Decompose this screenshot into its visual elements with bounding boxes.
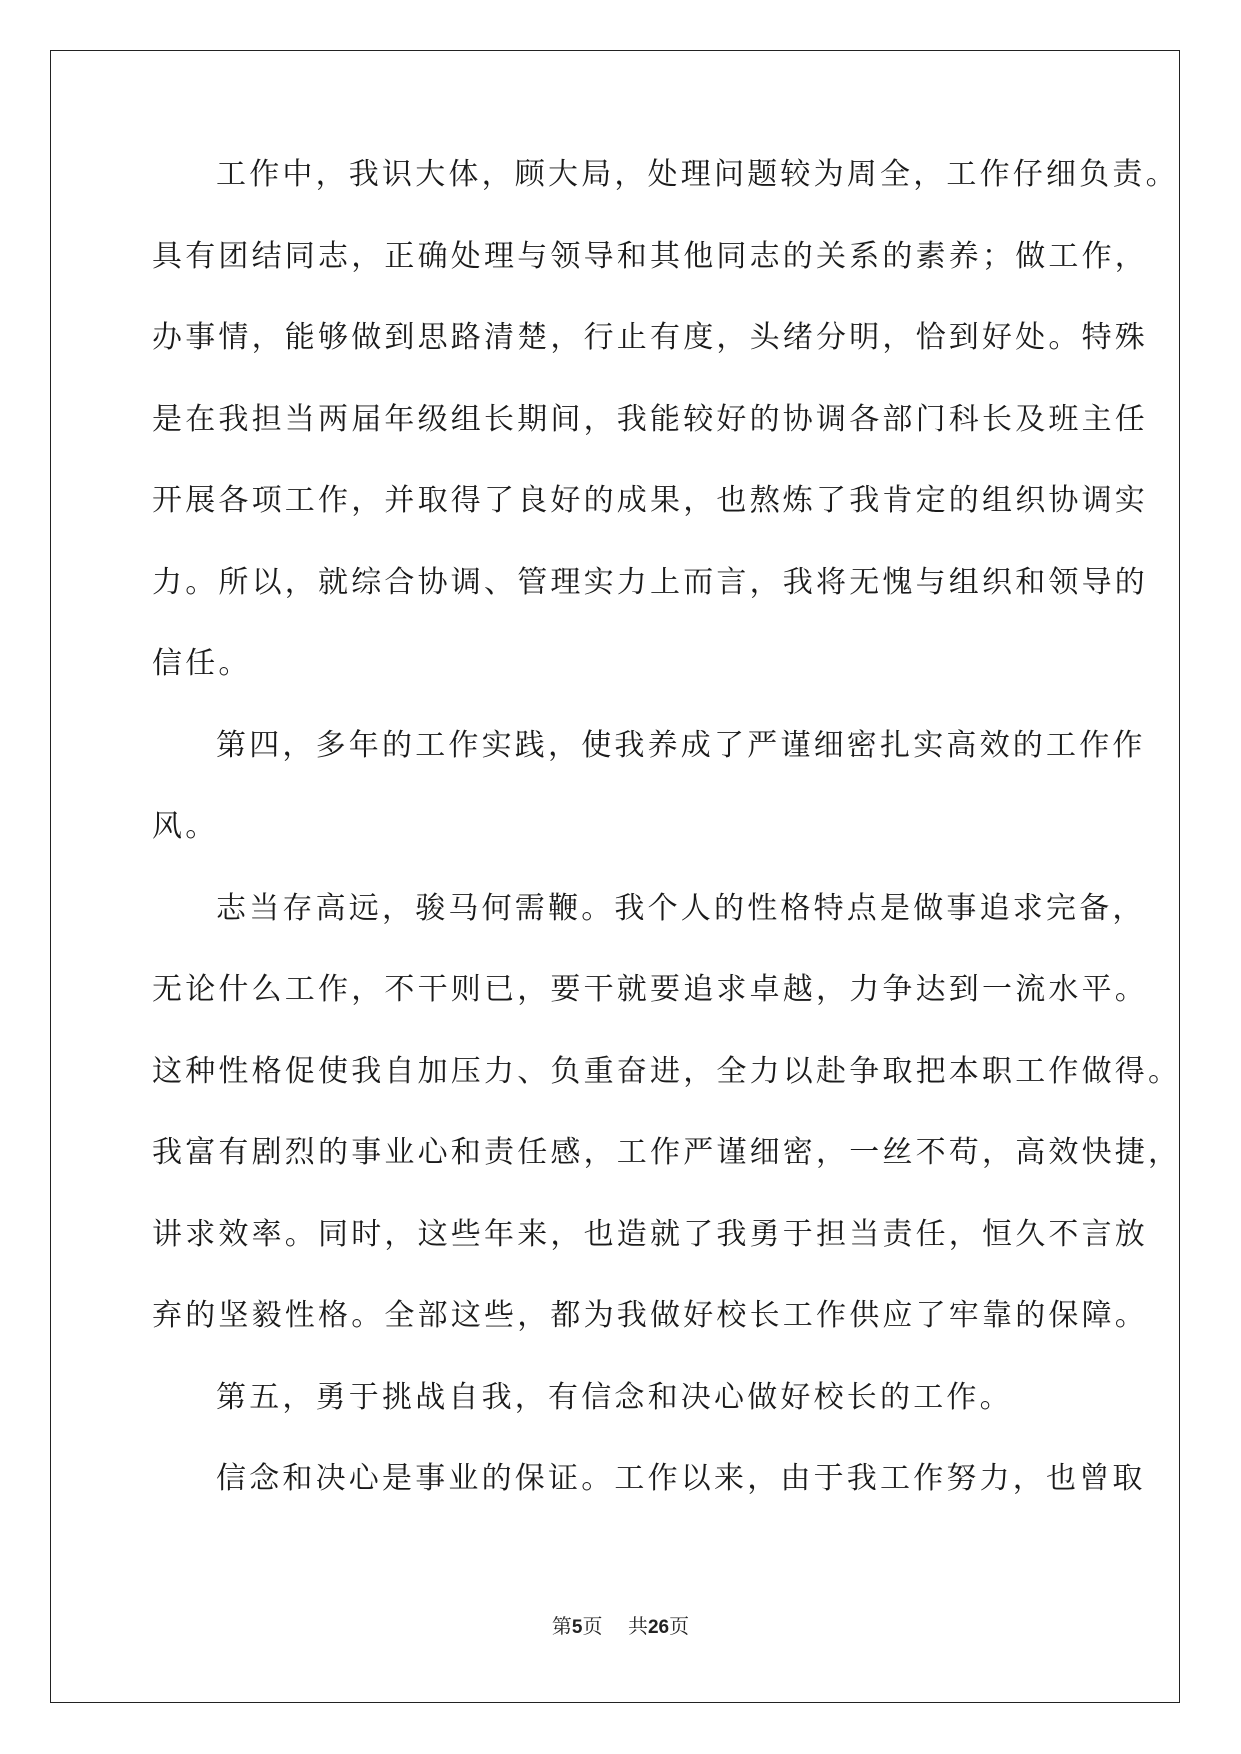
text-line: 是在我担当两届年级组长期间，我能较好的协调各部门科长及班主任 — [152, 401, 1148, 437]
text-line: 具有团结同志，正确处理与领导和其他同志的关系的素养；做工作， — [152, 238, 1148, 274]
text-line: 弃的坚毅性格。全部这些，都为我做好校长工作供应了牢靠的保障。 — [152, 1298, 1148, 1333]
text-line: 办事情，能够做到思路清楚，行止有度，头绪分明，恰到好处。特殊 — [152, 320, 1148, 355]
text-line: 信任。 — [152, 646, 252, 681]
total-pages: 26 — [647, 1617, 670, 1638]
text-line: 力。所以，就综合协调、管理实力上而言，我将无愧与组织和领导的 — [152, 564, 1148, 600]
total-suffix: 页 — [669, 1614, 690, 1638]
page-suffix: 页 — [582, 1614, 603, 1638]
page-footer — [0, 1610, 1241, 1639]
text-line: 志当存高远，骏马何需鞭。我个人的性格特点是做事追求完备， — [216, 890, 1146, 926]
text-line: 我富有剧烈的事业心和责任感，工作严谨细密，一丝不苟，高效快捷， — [152, 1135, 1182, 1170]
text-line: 这种性格促使我自加压力、负重奋进，全力以赴争取把本职工作做得。 — [152, 1053, 1182, 1089]
text-line: 无论什么工作，不干则已，要干就要追求卓越，力争达到一流水平。 — [152, 972, 1148, 1007]
text-line: 工作中，我识大体，顾大局，处理问题较为周全，工作仔细负责。 — [216, 157, 1179, 192]
text-line: 风。 — [152, 809, 219, 844]
text-line: 第四，多年的工作实践，使我养成了严谨细密扎实高效的工作作 — [216, 727, 1146, 763]
text-line: 信念和决心是事业的保证。工作以来，由于我工作努力，也曾取 — [216, 1461, 1146, 1496]
text-line: 讲求效率。同时，这些年来，也造就了我勇于担当责任，恒久不言放 — [152, 1216, 1148, 1252]
text-line: 开展各项工作，并取得了良好的成果，也熬炼了我肯定的组织协调实 — [152, 483, 1148, 518]
total-prefix: 共 — [627, 1614, 648, 1638]
text-line: 第五，勇于挑战自我，有信念和决心做好校长的工作。 — [216, 1379, 1013, 1415]
page-number: 5 — [571, 1617, 583, 1638]
document-body — [152, 157, 1182, 1546]
page-prefix: 第 — [551, 1614, 572, 1638]
